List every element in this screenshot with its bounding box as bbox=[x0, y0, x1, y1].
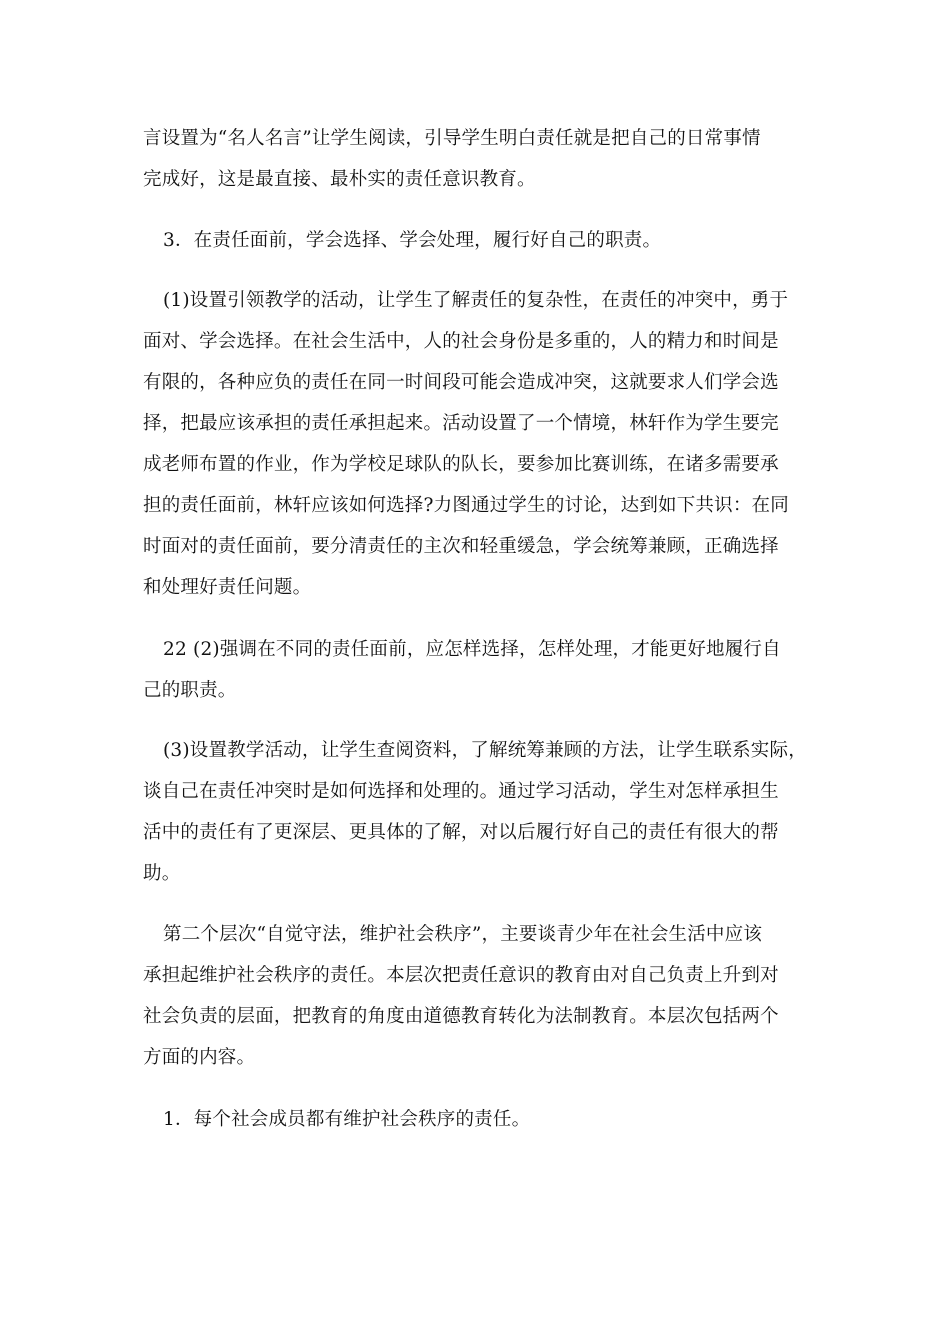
text-line: 社会负责的层面，把教育的角度由道德教育转化为法制教育。本层次包括两个 bbox=[143, 1006, 779, 1027]
text-line: 承担起维护社会秩序的责任。本层次把责任意识的教育由对自己负责上升到对 bbox=[143, 965, 779, 986]
paragraph-7 bbox=[143, 1099, 808, 1140]
text-line: 择，把最应该承担的责任承担起来。活动设置了一个情境，林轩作为学生要完 bbox=[143, 413, 779, 434]
paragraph-1 bbox=[143, 118, 808, 200]
text-line: 言设置为“名人名言”让学生阅读，引导学生明白责任就是把自己的日常事情 bbox=[143, 128, 761, 149]
text-line: 3．在责任面前，学会选择、学会处理，履行好自己的职责。 bbox=[163, 230, 662, 251]
text-line: 和处理好责任问题。 bbox=[143, 577, 312, 598]
paragraph-4 bbox=[143, 629, 808, 711]
text-line: (3)设置教学活动，让学生查阅资料，了解统筹兼顾的方法，让学生联系实际， bbox=[163, 740, 807, 761]
text-line: 谈自己在责任冲突时是如何选择和处理的。通过学习活动，学生对怎样承担生 bbox=[143, 781, 779, 802]
text-line: 1．每个社会成员都有维护社会秩序的责任。 bbox=[163, 1109, 531, 1130]
text-line: 第二个层次“自觉守法，维护社会秩序”，主要谈青少年在社会生活中应该 bbox=[163, 924, 763, 945]
text-line: 成老师布置的作业，作为学校足球队的队长，要参加比赛训练，在诸多需要承 bbox=[143, 454, 779, 475]
text-line: 助。 bbox=[143, 863, 181, 884]
text-line: 方面的内容。 bbox=[143, 1047, 256, 1068]
paragraph-6 bbox=[143, 914, 808, 1078]
text-line: 有限的，各种应负的责任在同一时间段可能会造成冲突，这就要求人们学会选 bbox=[143, 372, 779, 393]
text-line: 完成好，这是最直接、最朴实的责任意识教育。 bbox=[143, 169, 536, 190]
text-line: 活中的责任有了更深层、更具体的了解，对以后履行好自己的责任有很大的帮 bbox=[143, 822, 779, 843]
text-line: 面对、学会选择。在社会生活中，人的社会身份是多重的，人的精力和时间是 bbox=[143, 331, 779, 352]
text-line: (1)设置引领教学的活动，让学生了解责任的复杂性，在责任的冲突中，勇于 bbox=[163, 290, 789, 311]
text-line: 时面对的责任面前，要分清责任的主次和轻重缓急，学会统筹兼顾，正确选择 bbox=[143, 536, 779, 557]
paragraph-3 bbox=[143, 280, 808, 608]
paragraph-5 bbox=[143, 730, 808, 894]
text-line: 己的职责。 bbox=[143, 680, 237, 701]
text-line: 担的责任面前，林轩应该如何选择?力图通过学生的讨论，达到如下共识：在同 bbox=[143, 495, 789, 516]
text-line: 22 (2)强调在不同的责任面前，应怎样选择，怎样处理，才能更好地履行自 bbox=[163, 639, 781, 660]
paragraph-2 bbox=[143, 220, 808, 261]
